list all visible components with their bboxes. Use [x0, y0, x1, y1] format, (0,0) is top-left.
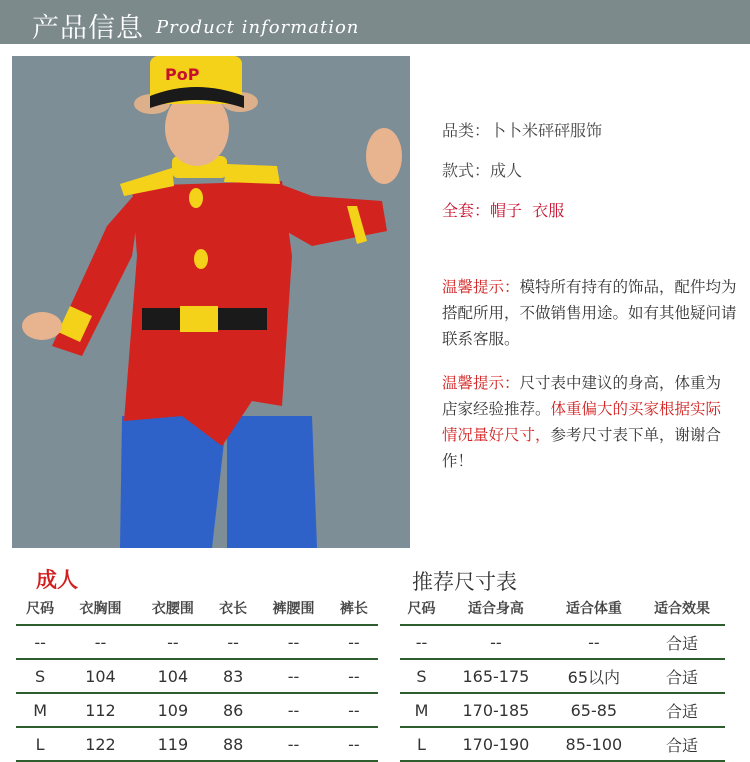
style-value: 成人 — [490, 161, 523, 180]
table-header: 衣胸围 — [64, 595, 136, 625]
adult-size-table — [16, 595, 378, 762]
table-cell: 合适 — [639, 625, 725, 659]
table-cell: -- — [16, 625, 64, 659]
table-row — [400, 727, 725, 761]
table-cell: 85-100 — [549, 727, 639, 761]
table-cell: S — [16, 659, 64, 693]
table-cell: -- — [330, 659, 378, 693]
table-cell: 65-85 — [549, 693, 639, 727]
table-header: 裤腰围 — [257, 595, 329, 625]
table-cell: -- — [330, 693, 378, 727]
table-cell: 165-175 — [443, 659, 549, 693]
table-cell: -- — [257, 727, 329, 761]
table-cell: 合适 — [639, 693, 725, 727]
header-title-cn: 产品信息 — [32, 13, 144, 44]
table-row — [16, 693, 378, 727]
table-cell: 65以内 — [549, 659, 639, 693]
category-line — [442, 118, 602, 141]
table-cell: 112 — [64, 693, 136, 727]
header-title-en: Product information — [156, 17, 360, 38]
table-cell: 合适 — [639, 727, 725, 761]
table-cell: 83 — [209, 659, 257, 693]
table-row — [16, 625, 378, 659]
table-cell: 86 — [209, 693, 257, 727]
table-cell: -- — [257, 693, 329, 727]
table-cell: L — [16, 727, 64, 761]
table-row — [400, 625, 725, 659]
table-cell: -- — [400, 625, 443, 659]
table-row — [400, 693, 725, 727]
recommended-size-table — [400, 595, 725, 762]
table-cell: 170-185 — [443, 693, 549, 727]
table-header: 适合身高 — [443, 595, 549, 625]
table-cell: 170-190 — [443, 727, 549, 761]
table-header: 裤长 — [330, 595, 378, 625]
category-label: 品类： — [442, 121, 491, 140]
tip2-text1: 尺寸表中建议的身高，体重为店家经验推荐。 — [442, 374, 722, 418]
table-cell: -- — [330, 625, 378, 659]
tip2-text2: 体重偏大的买家根据实际情况量好尺寸， — [442, 400, 722, 444]
adult-table-title: 成人 — [36, 568, 78, 592]
tip1-text: 模特所有持有的饰品，配件均为搭配所用，不做销售用途。如有其他疑问请联系客服。 — [442, 278, 737, 348]
table-cell: -- — [443, 625, 549, 659]
table-cell: S — [400, 659, 443, 693]
table-cell: -- — [64, 625, 136, 659]
table-cell: 88 — [209, 727, 257, 761]
set-value: 帽子 衣服 — [490, 201, 565, 220]
costume-illustration — [12, 56, 410, 548]
table-cell: 104 — [64, 659, 136, 693]
size-table-title: 推荐尺寸表 — [412, 570, 517, 594]
tip2-text3: 参考尺寸表下单，谢谢合作！ — [442, 426, 722, 470]
table-cell: -- — [209, 625, 257, 659]
table-row — [16, 727, 378, 761]
table-header: 衣腰围 — [137, 595, 209, 625]
table-cell: 合适 — [639, 659, 725, 693]
table-cell: -- — [549, 625, 639, 659]
category-value: 卜卜米砰砰服饰 — [490, 121, 603, 140]
table-header: 尺码 — [16, 595, 64, 625]
table-cell: -- — [330, 727, 378, 761]
table-cell: M — [16, 693, 64, 727]
tip-note-2 — [442, 370, 732, 474]
table-cell: 122 — [64, 727, 136, 761]
table-cell: -- — [257, 625, 329, 659]
table-header: 衣长 — [209, 595, 257, 625]
table-cell: 104 — [137, 659, 209, 693]
set-line — [442, 198, 564, 221]
table-cell: -- — [257, 659, 329, 693]
tip2-label: 温馨提示： — [442, 374, 520, 392]
table-cell: -- — [137, 625, 209, 659]
hat-text: PoP — [165, 65, 200, 84]
table-row — [400, 659, 725, 693]
table-header: 适合效果 — [639, 595, 725, 625]
table-cell: 119 — [137, 727, 209, 761]
tip1-label: 温馨提示： — [442, 278, 520, 296]
set-label: 全套： — [442, 201, 491, 220]
table-cell: 109 — [137, 693, 209, 727]
table-row — [16, 659, 378, 693]
product-photo — [12, 56, 410, 548]
table-header: 尺码 — [400, 595, 443, 625]
table-header: 适合体重 — [549, 595, 639, 625]
style-line — [442, 158, 522, 181]
table-cell: M — [400, 693, 443, 727]
table-cell: L — [400, 727, 443, 761]
style-label: 款式： — [442, 161, 491, 180]
tip-note-1 — [442, 274, 742, 352]
section-header — [0, 0, 750, 44]
